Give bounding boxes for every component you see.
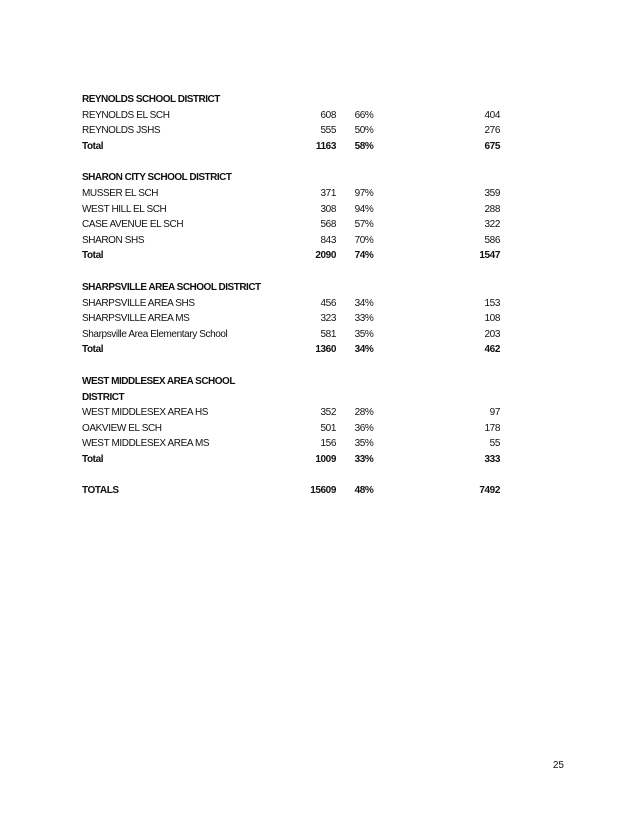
table-row: [82, 405, 502, 421]
enrollment-value: 1163: [315, 140, 336, 152]
percent-value: 36%: [354, 422, 374, 434]
district-total-row: [82, 452, 502, 468]
count-value: 675: [484, 140, 500, 152]
percent-value: 74%: [354, 250, 374, 262]
school-name: MUSSER EL SCH: [82, 187, 159, 199]
enrollment-value: 456: [320, 297, 336, 309]
district-title-row: [82, 280, 502, 296]
school-name: Sharpsville Area Elementary School: [82, 328, 228, 340]
count-value: 7492: [479, 485, 500, 497]
count-value: 359: [484, 187, 500, 199]
table-row: [82, 296, 502, 312]
district-section: [82, 280, 502, 358]
district-title: WEST MIDDLESEX AREA SCHOOL DISTRICT: [82, 375, 235, 403]
school-name: WEST MIDDLESEX AREA HS: [82, 407, 209, 419]
percent-value: 48%: [354, 485, 374, 497]
count-value: 55: [489, 438, 500, 450]
percent-value: 34%: [354, 344, 374, 356]
enrollment-value: 323: [320, 313, 336, 325]
count-value: 288: [484, 203, 500, 215]
percent-value: 66%: [354, 109, 374, 121]
percent-value: 97%: [354, 187, 374, 199]
percent-value: 70%: [354, 234, 374, 246]
table-row: [82, 186, 502, 202]
enrollment-value: 843: [320, 234, 336, 246]
enrollment-value: 501: [320, 422, 336, 434]
enrollment-value: 608: [320, 109, 336, 121]
count-value: 462: [484, 344, 500, 356]
count-value: 586: [484, 234, 500, 246]
school-name: SHARON SHS: [82, 234, 145, 246]
count-value: 203: [484, 328, 500, 340]
school-name: TOTALS: [82, 485, 119, 497]
district-section: [82, 92, 502, 154]
enrollment-value: 15609: [310, 485, 336, 497]
enrollment-value: 555: [320, 125, 336, 137]
district-title: SHARPSVILLE AREA SCHOOL DISTRICT: [82, 281, 261, 293]
count-value: 153: [484, 297, 500, 309]
district-title-row: [82, 170, 502, 186]
count-value: 404: [484, 109, 500, 121]
school-name: Total: [82, 344, 104, 356]
table-row: [82, 233, 502, 249]
page-number: 25: [552, 760, 564, 771]
enrollment-value: 2090: [315, 250, 336, 262]
school-name: Total: [82, 250, 104, 262]
district-table: [82, 92, 502, 499]
grand-total-row: [82, 483, 502, 499]
percent-value: 58%: [354, 140, 374, 152]
district-section: [82, 170, 502, 264]
district-title-row: [82, 92, 502, 108]
percent-value: 35%: [354, 438, 374, 450]
count-value: 1547: [479, 250, 500, 262]
table-row: [82, 217, 502, 233]
count-value: 97: [489, 407, 500, 419]
district-total-row: [82, 342, 502, 358]
count-value: 276: [484, 125, 500, 137]
table-row: [82, 123, 502, 139]
school-name: OAKVIEW EL SCH: [82, 422, 162, 434]
school-name: REYNOLDS JSHS: [82, 125, 161, 137]
enrollment-value: 1360: [315, 344, 336, 356]
school-name: REYNOLDS EL SCH: [82, 109, 170, 121]
school-name: CASE AVENUE EL SCH: [82, 219, 184, 231]
school-name: Total: [82, 140, 104, 152]
district-title-row: [82, 374, 502, 405]
school-name: WEST HILL EL SCH: [82, 203, 167, 215]
school-name: SHARPSVILLE AREA MS: [82, 313, 190, 325]
table-row: [82, 421, 502, 437]
district-total-row: [82, 248, 502, 264]
percent-value: 50%: [354, 125, 374, 137]
percent-value: 34%: [354, 297, 374, 309]
district-section: [82, 374, 502, 468]
percent-value: 94%: [354, 203, 374, 215]
enrollment-value: 352: [320, 407, 336, 419]
table-row: [82, 327, 502, 343]
enrollment-value: 581: [320, 328, 336, 340]
percent-value: 57%: [354, 219, 374, 231]
district-total-row: [82, 139, 502, 155]
enrollment-value: 308: [320, 203, 336, 215]
percent-value: 35%: [354, 328, 374, 340]
enrollment-value: 568: [320, 219, 336, 231]
table-row: [82, 202, 502, 218]
school-name: SHARPSVILLE AREA SHS: [82, 297, 195, 309]
district-title: REYNOLDS SCHOOL DISTRICT: [82, 94, 220, 105]
percent-value: 33%: [354, 313, 374, 325]
school-name: Total: [82, 453, 104, 465]
count-value: 108: [484, 313, 500, 325]
percent-value: 28%: [354, 407, 374, 419]
table-row: [82, 108, 502, 124]
count-value: 178: [484, 422, 500, 434]
enrollment-value: 156: [320, 438, 336, 450]
table-row: [82, 436, 502, 452]
enrollment-value: 371: [320, 187, 336, 199]
count-value: 322: [484, 219, 500, 231]
table-row: [82, 311, 502, 327]
percent-value: 33%: [354, 453, 374, 465]
enrollment-value: 1009: [315, 453, 336, 465]
school-name: WEST MIDDLESEX AREA MS: [82, 438, 210, 450]
district-title: SHARON CITY SCHOOL DISTRICT: [82, 172, 232, 184]
count-value: 333: [484, 453, 500, 465]
